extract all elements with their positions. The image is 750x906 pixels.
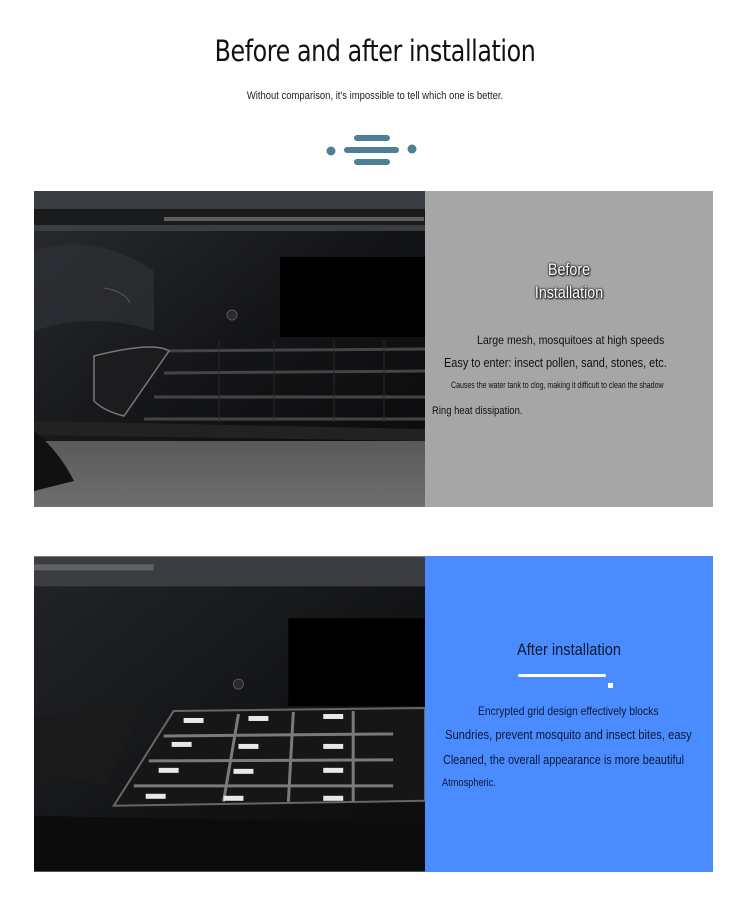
before-info-box xyxy=(425,191,713,507)
before-label-line1: Before xyxy=(547,260,591,279)
after-title: After installation xyxy=(516,640,622,659)
before-text-line-1: Large mesh, mosquitoes at high speeds xyxy=(477,333,665,347)
page-subtitle: Without comparison, it's impossible to tell which one is better. xyxy=(246,90,504,102)
car-front-grille-before-photo xyxy=(34,191,425,507)
after-text-line-1: Encrypted grid design effectively blocks xyxy=(478,704,659,718)
before-text-line-3: Causes the water tank to clog, making it difficult to clean the shadow xyxy=(451,380,664,390)
after-text-line-2: Sundries, prevent mosquito and insect bites, easy xyxy=(445,727,692,742)
after-info-box xyxy=(425,556,713,872)
after-text-line-4: Atmospheric. xyxy=(442,777,496,789)
after-text-line-3: Cleaned, the overall appearance is more beautiful xyxy=(443,752,685,767)
page-title: Before and after installation xyxy=(214,34,536,68)
before-installation-panel xyxy=(34,191,713,507)
before-label-line2: Installation xyxy=(534,283,604,302)
car-front-grille-after-photo xyxy=(34,556,425,872)
after-installation-panel xyxy=(34,556,713,872)
after-title-dot xyxy=(608,683,613,688)
before-text-line-4: Ring heat dissipation. xyxy=(432,405,523,417)
divider-lines-icon xyxy=(324,133,418,169)
before-text-line-2: Easy to enter: insect pollen, sand, stones, etc. xyxy=(444,355,667,370)
after-title-underline xyxy=(518,674,606,677)
